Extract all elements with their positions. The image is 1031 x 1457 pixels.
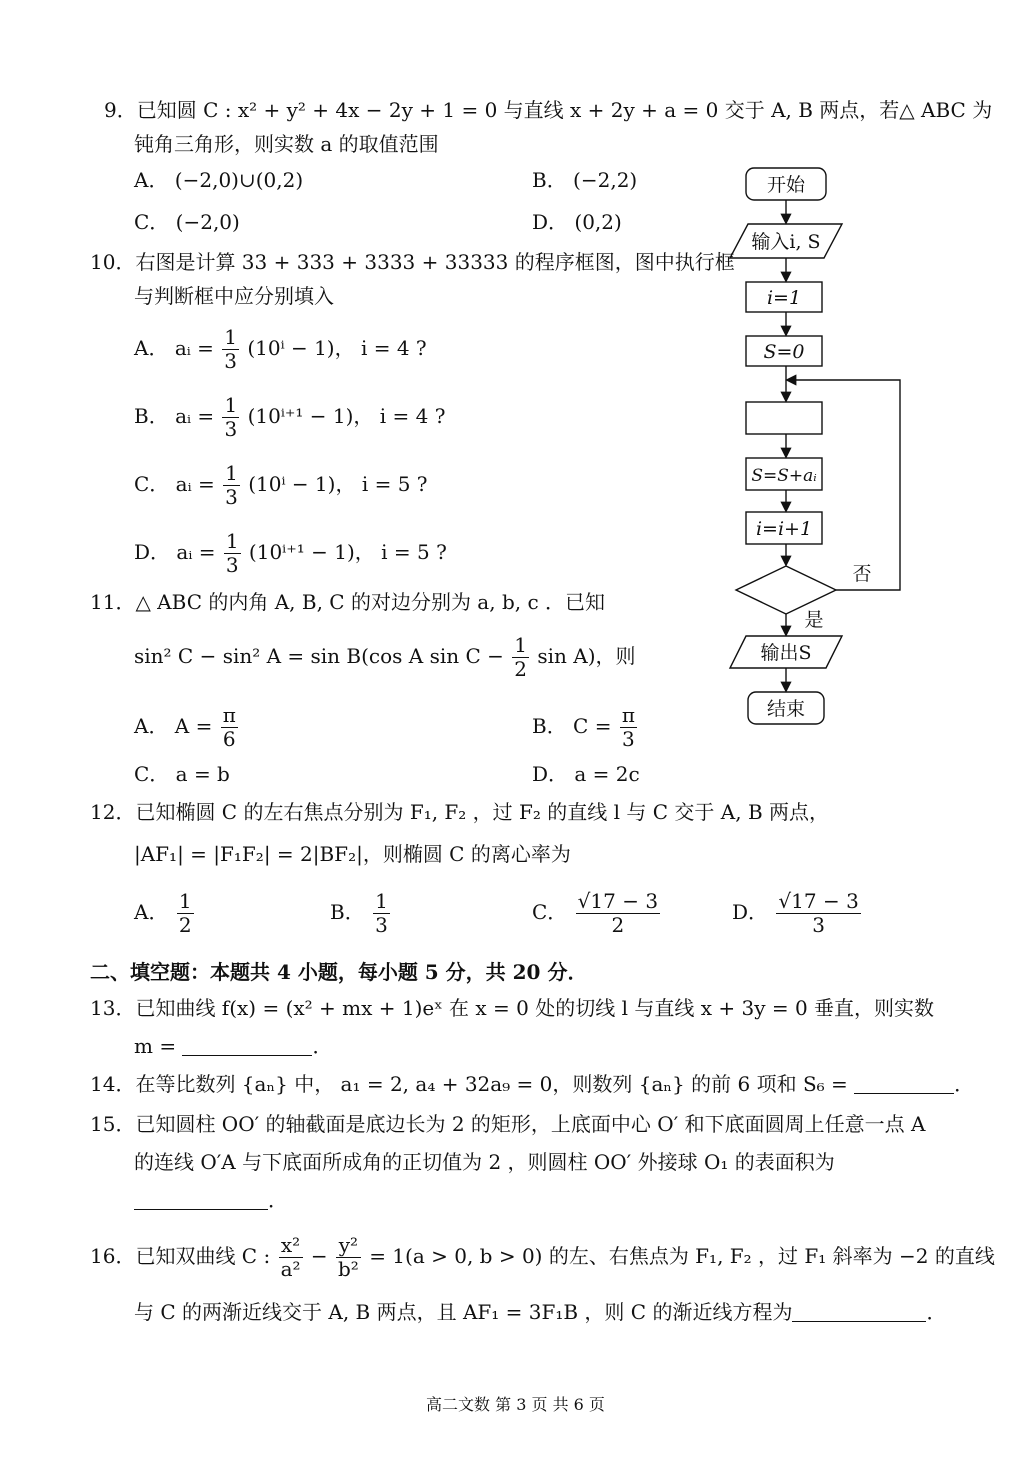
q10-option-d-rest: (10ⁱ⁺¹ − 1)， i = 5 ? [248,540,447,564]
flowchart-yes-label: 是 [804,609,824,631]
q10-option-a-label: A． [134,336,169,360]
q10-option-c-expr: aᵢ = [175,472,222,496]
q9-option-d: D． (0,2) [532,210,622,234]
fraction-denominator: 3 [812,913,825,937]
q12-option-c [532,890,662,937]
q11-half-fraction [512,634,529,681]
q12-option-b-fraction [373,890,390,937]
q12-option-c-fraction [576,890,660,937]
q12-stem-line2: |AF₁| = |F₁F₂| = 2|BF₂|，则椭圆 C 的离心率为 [134,842,571,866]
q10-option-d-fraction [224,530,241,577]
q11-stem-line1: 11．△ ABC 的内角 A, B, C 的对边分别为 a, b, c ．已知 [90,590,606,614]
q10-stem-line1: 10．右图是计算 33 + 333 + 3333 + 33333 的程序框图，图中执行框 [90,250,735,274]
q9-option-c: C． (−2,0) [134,210,240,234]
q13-answer-prefix: m = [134,1034,183,1058]
q10-stem-line2: 与判断框中应分别填入 [134,284,334,308]
fraction-numerator: 1 [225,529,239,553]
q14-stem-text: 14．在等比数列 {aₙ} 中， a₁ = 2, a₄ + 32a₉ = 0，则数列 {aₙ} 的前 6 项和 S₆ = [90,1072,855,1096]
q10-option-b-rest: (10ⁱ⁺¹ − 1)， i = 4 ? [247,404,446,428]
q13-stem-line1: 13．已知曲线 f(x) = (x² + mx + 1)eˣ 在 x = 0 处的切线 l 与直线 x + 3y = 0 垂直，则实数 [90,996,935,1020]
fraction-denominator: 3 [225,553,239,577]
q10-option-d-expr: aᵢ = [176,540,222,564]
q9-stem-line1: 9．已知圆 C : x² + y² + 4x − 2y + 1 = 0 与直线 x + 2y + a = 0 交于 A, B 两点，若△ ABC 为 [104,98,993,122]
q10-option-d-label: D． [134,540,171,564]
q15-end-mark: ． [268,1188,288,1212]
q9-stem-line2: 钝角三角形，则实数 a 的取值范围 [134,132,439,156]
q11-option-b-fraction [620,704,637,751]
flowchart-blank-process-box [746,402,822,434]
q9-option-b: B． (−2,2) [532,168,638,192]
fraction-numerator: 1 [224,325,237,349]
q11-option-a [134,704,240,751]
q12-option-b-label: B． [330,900,365,924]
flowchart-start-label: 开始 [766,174,806,196]
q10-option-c-rest: (10ⁱ − 1)， i = 5 ? [248,472,428,496]
q12-option-a-label: A． [134,900,169,924]
q13-end-mark: ． [312,1034,333,1058]
q12-option-d [732,890,863,937]
fraction-numerator: 1 [225,461,238,485]
flowchart-update-i-label: i=i+1 [755,518,813,540]
fraction-denominator: a² [280,1257,301,1281]
fraction-denominator: 3 [375,913,388,937]
q13-stem-line2 [134,1032,332,1060]
q16-stem-line2 [134,1298,946,1326]
q10-option-a [134,326,427,373]
q16-stem2-text: 与 C 的两渐近线交于 A, B 两点，且 AF₁ = 3F₁B ，则 C 的渐近线方程为 [134,1300,793,1324]
fraction-numerator: π [222,703,236,727]
flowchart-end-label: 结束 [766,698,806,720]
q16-answer-blank[interactable] [792,1301,926,1322]
fraction-denominator: 3 [225,485,238,509]
q10-option-a-fraction [222,326,239,373]
q11-option-d: D． a = 2c [532,762,640,786]
q10-option-b-expr: aᵢ = [175,404,221,428]
q12-option-d-fraction [776,890,860,937]
q14-answer-blank[interactable] [854,1073,954,1094]
q15-stem-line2: 的连线 O′A 与下底面所成角的正切值为 2 ，则圆柱 OO′ 外接球 O₁ 的表面积为 [134,1150,835,1174]
q10-option-b-label: B． [134,404,169,428]
q10-option-b [134,394,445,441]
q12-option-c-label: C． [532,900,568,924]
q15-answer-blank[interactable] [134,1189,268,1210]
flowchart-init-i-label: i=1 [766,287,802,309]
q10-option-c-fraction [223,462,240,509]
q10-option-c-label: C． [134,472,170,496]
q12-option-d-label: D． [732,900,769,924]
flowchart-input-label: 输入i, S [751,231,821,253]
q11-option-a-fraction [221,704,238,751]
q11-equation-left: sin² C − sin² A = sin B(cos A sin C − [134,644,511,668]
fraction-numerator: 1 [224,393,238,417]
flowchart-no-label: 否 [852,563,872,585]
fraction-denominator: 2 [514,657,527,681]
fraction-denominator: 3 [224,349,237,373]
flowchart-update-s-label: S=S+aᵢ [751,466,817,486]
q15-answer-line [134,1186,288,1214]
q14-stem [90,1070,974,1098]
q16-rest: = 1(a > 0, b > 0) 的左、右焦点为 F₁, F₂ ，过 F₁ 斜率为 −2 的直线 [369,1244,995,1268]
q11-option-c: C． a = b [134,762,230,786]
q10-option-b-fraction [222,394,239,441]
q13-answer-blank[interactable] [182,1035,312,1056]
page-footer: 高二文数 第 3 页 共 6 页 [426,1395,605,1414]
q10-option-d [134,530,447,577]
q10-option-a-rest: (10ⁱ − 1)， i = 4 ? [247,336,427,360]
fraction-denominator: 3 [224,417,238,441]
q12-option-b [330,890,392,937]
fraction-numerator: y² [336,1234,361,1258]
q16-y-fraction [336,1234,361,1281]
fraction-denominator: b² [338,1257,359,1281]
q11-equation-right: sin A)，则 [537,644,636,668]
q10-option-c [134,462,428,509]
q12-stem-line1: 12．已知椭圆 C 的左右焦点分别为 F₁, F₂ ，过 F₂ 的直线 l 与 C 交于 A, B 两点， [90,800,829,824]
q16-minus: − [310,1244,328,1268]
q16-x-fraction [279,1234,303,1281]
q10-option-a-expr: aᵢ = [174,336,221,360]
flowchart [720,160,920,735]
flowchart-init-s-label: S=0 [763,341,805,363]
q16-lead: 16．已知双曲线 C : [90,1244,277,1268]
q16-end-mark: ． [926,1300,947,1324]
flowchart-decision-diamond [736,566,836,614]
q9-option-a: A． (−2,0)∪(0,2) [134,168,304,192]
fraction-denominator: 2 [178,913,192,937]
fraction-denominator: 2 [611,913,625,937]
q12-option-a [134,890,196,937]
fraction-denominator: 6 [222,727,236,751]
fraction-numerator: π [621,703,635,727]
fraction-numerator: 1 [375,889,388,913]
section-fill-in-header: 二、填空题：本题共 4 小题，每小题 5 分，共 20 分． [90,960,588,984]
q12-option-a-fraction [177,890,194,937]
q11-option-a-label: A． A = [134,714,219,738]
q11-option-b [532,704,639,751]
fraction-numerator: 1 [514,633,527,657]
q16-stem-line1 [90,1234,995,1281]
q11-option-b-label: B． C = [532,714,618,738]
q15-stem-line1: 15．已知圆柱 OO′ 的轴截面是底边长为 2 的矩形，上底面中心 O′ 和下底面圆周上任意一点 A [90,1112,926,1136]
q11-equation [134,634,636,681]
fraction-denominator: 3 [622,727,635,751]
q14-end-mark: ． [954,1072,975,1096]
flowchart-output-label: 输出S [760,642,812,664]
fraction-numerator: √17 − 3 [577,889,659,913]
fraction-numerator: √17 − 3 [778,889,859,913]
fraction-numerator: x² [279,1234,303,1258]
fraction-numerator: 1 [178,889,192,913]
